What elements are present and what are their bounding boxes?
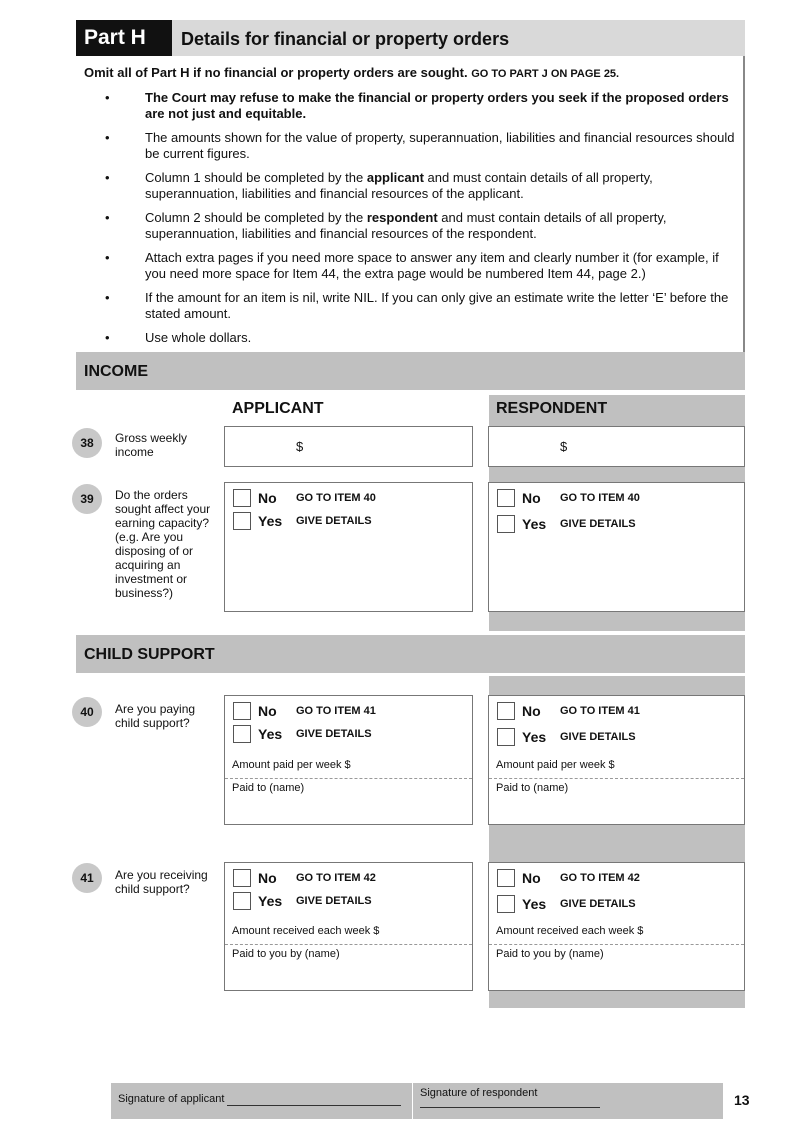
yes-checkbox[interactable]	[497, 895, 515, 913]
respondent-item-39-box: No GO TO ITEM 40 Yes GIVE DETAILS	[488, 482, 745, 612]
omit-text: Omit all of Part H if no financial or property orders are sought.	[84, 65, 468, 80]
page-number: 13	[734, 1092, 750, 1108]
item-question: Are you paying child support?	[115, 702, 196, 730]
applicant-item-39-box: No GO TO ITEM 40 Yes GIVE DETAILS	[224, 482, 473, 612]
item-number-badge: 41	[72, 863, 102, 893]
list-item: • If the amount for an item is nil, write NIL. If you can only give an estimate write the letter ‘E’ before the stated amount.	[100, 290, 740, 322]
amount-paid-field[interactable]: Amount paid per week $	[496, 759, 615, 771]
section-income: INCOME	[76, 352, 745, 390]
list-item: • The amounts shown for the value of property, superannuation, liabilities and financial resources should be current figures.	[100, 130, 740, 162]
item-question: Do the orders sought affect your earning capacity? (e.g. Are you disposing of or acquiring an investment or business?)	[115, 488, 211, 600]
applicant-item-40-box: No GO TO ITEM 41 Yes GIVE DETAILS Amount paid per week $ Paid to (name)	[224, 695, 473, 825]
signature-applicant: Signature of applicant	[118, 1093, 401, 1106]
omit-instruction	[84, 65, 619, 80]
no-checkbox[interactable]	[497, 869, 515, 887]
signature-applicant-line[interactable]	[227, 1093, 401, 1106]
amount-received-field[interactable]: Amount received each week $	[232, 925, 380, 937]
no-checkbox[interactable]	[497, 702, 515, 720]
currency-symbol: $	[296, 439, 304, 454]
item-number-badge: 38	[72, 428, 102, 458]
list-item: • The Court may refuse to make the financial or property orders you seek if the proposed orders are not just and equitable.	[100, 90, 740, 122]
item-number-badge: 40	[72, 697, 102, 727]
yes-checkbox[interactable]	[233, 512, 251, 530]
list-item: • Use whole dollars.	[100, 330, 740, 346]
divider	[225, 944, 472, 945]
divider	[489, 944, 744, 945]
amount-received-field[interactable]: Amount received each week $	[496, 925, 644, 937]
signature-respondent: Signature of respondent	[420, 1087, 600, 1111]
paid-by-field[interactable]: Paid to you by (name)	[496, 948, 604, 960]
bullet-icon: •	[105, 290, 110, 305]
yes-checkbox[interactable]	[233, 892, 251, 910]
currency-symbol: $	[560, 439, 568, 454]
bullet-icon: •	[105, 170, 110, 185]
no-checkbox[interactable]	[233, 869, 251, 887]
item-question: Gross weekly income	[115, 431, 188, 459]
divider	[489, 778, 744, 779]
paid-to-field[interactable]: Paid to (name)	[232, 782, 305, 794]
respondent-gross-income-input[interactable]	[488, 426, 745, 467]
respondent-item-41-box: No GO TO ITEM 42 Yes GIVE DETAILS Amount received each week $ Paid to you by (name)	[488, 862, 745, 991]
column-header-applicant: APPLICANT	[232, 400, 324, 417]
paid-to-field[interactable]: Paid to (name)	[496, 782, 569, 794]
list-item: • Column 1 should be completed by the applicant and must contain details of all property, superannuation, liabilities and financial resources of the applicant.	[100, 170, 740, 202]
column-header-respondent: RESPONDENT	[496, 400, 608, 417]
instruction-list	[100, 90, 740, 354]
no-checkbox[interactable]	[233, 702, 251, 720]
bullet-icon: •	[105, 250, 110, 265]
list-item: • Column 2 should be completed by the respondent and must contain details of all property, superannuation, liabilities and financial resources of the respondent.	[100, 210, 740, 242]
no-checkbox[interactable]	[233, 489, 251, 507]
amount-paid-field[interactable]: Amount paid per week $	[232, 759, 351, 771]
divider	[225, 778, 472, 779]
divider	[412, 1083, 413, 1119]
item-question: Are you receiving child support?	[115, 868, 208, 896]
bullet-icon: •	[105, 330, 110, 345]
yes-checkbox[interactable]	[497, 728, 515, 746]
bullet-icon: •	[105, 210, 110, 225]
yes-checkbox[interactable]	[233, 725, 251, 743]
divider	[743, 56, 745, 352]
signature-respondent-line[interactable]	[420, 1099, 600, 1108]
part-tag: Part H	[76, 20, 172, 56]
applicant-item-41-box: No GO TO ITEM 42 Yes GIVE DETAILS Amount received each week $ Paid to you by (name)	[224, 862, 473, 991]
no-checkbox[interactable]	[497, 489, 515, 507]
list-item: • Attach extra pages if you need more space to answer any item and clearly number it (for example, if you need more space for Item 44, the extra page would be numbered Item 44, page 2.)	[100, 250, 740, 282]
section-child-support: CHILD SUPPORT	[76, 635, 745, 673]
page-title: Details for financial or property orders	[181, 29, 510, 49]
paid-by-field[interactable]: Paid to you by (name)	[232, 948, 340, 960]
item-number-badge: 39	[72, 484, 102, 514]
bullet-icon: •	[105, 90, 110, 105]
yes-checkbox[interactable]	[497, 515, 515, 533]
omit-go-to: GO TO PART J ON PAGE 25.	[471, 68, 620, 80]
respondent-item-40-box: No GO TO ITEM 41 Yes GIVE DETAILS Amount paid per week $ Paid to (name)	[488, 695, 745, 825]
bullet-icon: •	[105, 130, 110, 145]
applicant-gross-income-input[interactable]	[224, 426, 473, 467]
